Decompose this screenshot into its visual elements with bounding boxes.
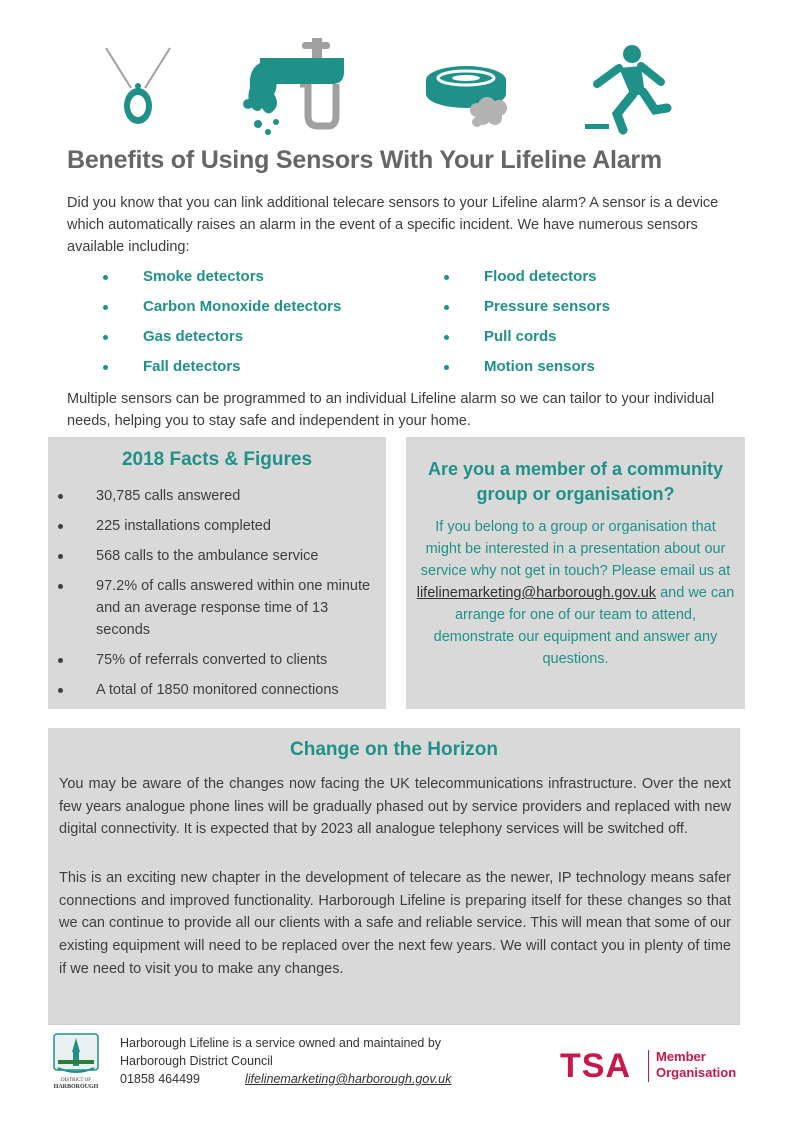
list-item: 30,785 calls answered: [58, 485, 378, 507]
tsa-divider: [648, 1050, 649, 1082]
list-item: 97.2% of calls answered within one minute and an average response time of 13 seconds: [58, 575, 378, 641]
bullet-icon: [58, 658, 63, 663]
list-item: Pull cords: [444, 326, 610, 356]
list-item: Pressure sensors: [444, 296, 610, 326]
bullet-icon: [444, 305, 449, 310]
pendant-icon: [100, 46, 176, 136]
community-text-before: If you belong to a group or organisation that might be interested in a presentation about our service why not get in touch? Please email us at: [420, 519, 731, 579]
bullet-icon: [444, 335, 449, 340]
intro-paragraph: Did you know that you can link additional telecare sensors to your Lifeline alarm? A sensor is a device which automatically raises an alarm in the event of a specific incident. We have numerous sensors available including:: [67, 195, 719, 255]
council-crest-logo: [50, 1032, 102, 1090]
sensor-list-right: [444, 266, 610, 386]
community-text-after: and we can arrange for one of our team to attend, demonstrate our equipment and answer any questions.: [433, 585, 735, 667]
list-item: 225 installations completed: [58, 515, 378, 537]
list-item: 568 calls to the ambulance service: [58, 545, 378, 567]
community-email-link[interactable]: lifelinemarketing@harborough.gov.uk: [416, 585, 657, 601]
list-item: Fall detectors: [103, 356, 341, 386]
horizon-title: Change on the Horizon: [290, 739, 498, 760]
crest-caption-top: DISTRICT OF: [60, 1078, 92, 1083]
horizon-paragraph-1: You may be aware of the changes now facing the UK telecommunications infrastructure. Over the next few years analogue phone lines will be gradually phased out by service providers and replaced with new digital connectivity. It is expected that by 2023 all analogue telephony services will be switched off.: [59, 776, 731, 838]
bullet-icon: [58, 554, 63, 559]
footer-line-2: Harborough District Council: [120, 1054, 273, 1068]
bullet-icon: [444, 365, 449, 370]
list-item: Gas detectors: [103, 326, 341, 356]
falling-person-icon: [583, 44, 673, 136]
crest-caption-bottom: HARBOROUGH: [53, 1084, 99, 1090]
list-item: Carbon Monoxide detectors: [103, 296, 341, 326]
sensor-list-left: [103, 266, 341, 386]
bullet-icon: [103, 275, 108, 280]
community-title: Are you a member of a community group or organisation?: [427, 459, 724, 504]
footer-phone: 01858 464499: [120, 1072, 200, 1086]
facts-box: [48, 437, 386, 709]
list-item: Motion sensors: [444, 356, 610, 386]
tsa-member-logo: [560, 1046, 750, 1086]
tsa-member-label: Member Organisation: [656, 1049, 737, 1080]
bullet-icon: [58, 584, 63, 589]
icon-strip: [0, 38, 793, 138]
footer-line-1: Harborough Lifeline is a service owned and maintained by: [120, 1036, 442, 1050]
list-item: Flood detectors: [444, 266, 610, 296]
community-text: [416, 516, 735, 670]
bullet-icon: [103, 335, 108, 340]
list-item: Smoke detectors: [103, 266, 341, 296]
list-item: A total of 1850 monitored connections: [58, 679, 378, 701]
outro-paragraph: Multiple sensors can be programmed to an individual Lifeline alarm so we can tailor to your individual needs, helping you to stay safe and independent in your home.: [67, 391, 715, 429]
horizon-box: [48, 728, 740, 1024]
bullet-icon: [103, 365, 108, 370]
smoke-detector-icon: [423, 58, 523, 130]
community-box: [406, 437, 745, 709]
facts-list: [58, 485, 378, 709]
bullet-icon: [444, 275, 449, 280]
flooding-sink-icon: [240, 38, 350, 138]
footer-email-link[interactable]: lifelinemarketing@harborough.gov.uk: [245, 1072, 452, 1086]
bullet-icon: [103, 305, 108, 310]
tsa-mark: TSA: [560, 1047, 631, 1085]
list-item: 75% of referrals converted to clients: [58, 649, 378, 671]
footer-divider: [48, 1024, 740, 1025]
facts-title: 2018 Facts & Figures: [121, 449, 313, 470]
bullet-icon: [58, 494, 63, 499]
page-title: Benefits of Using Sensors With Your Lifeline Alarm: [67, 146, 662, 174]
bullet-icon: [58, 688, 63, 693]
bullet-icon: [58, 524, 63, 529]
horizon-paragraph-2: This is an exciting new chapter in the development of telecare as the newer, IP technology means safer connections and improved functionality. Harborough Lifeline is preparing itself for these changes so that we can continue to provide all our clients with a safe and reliable service. This will mean that some of our existing equipment will need to be replaced over the next few years. We will contact you in plenty of time if we need to visit you to make any changes.: [59, 870, 731, 977]
